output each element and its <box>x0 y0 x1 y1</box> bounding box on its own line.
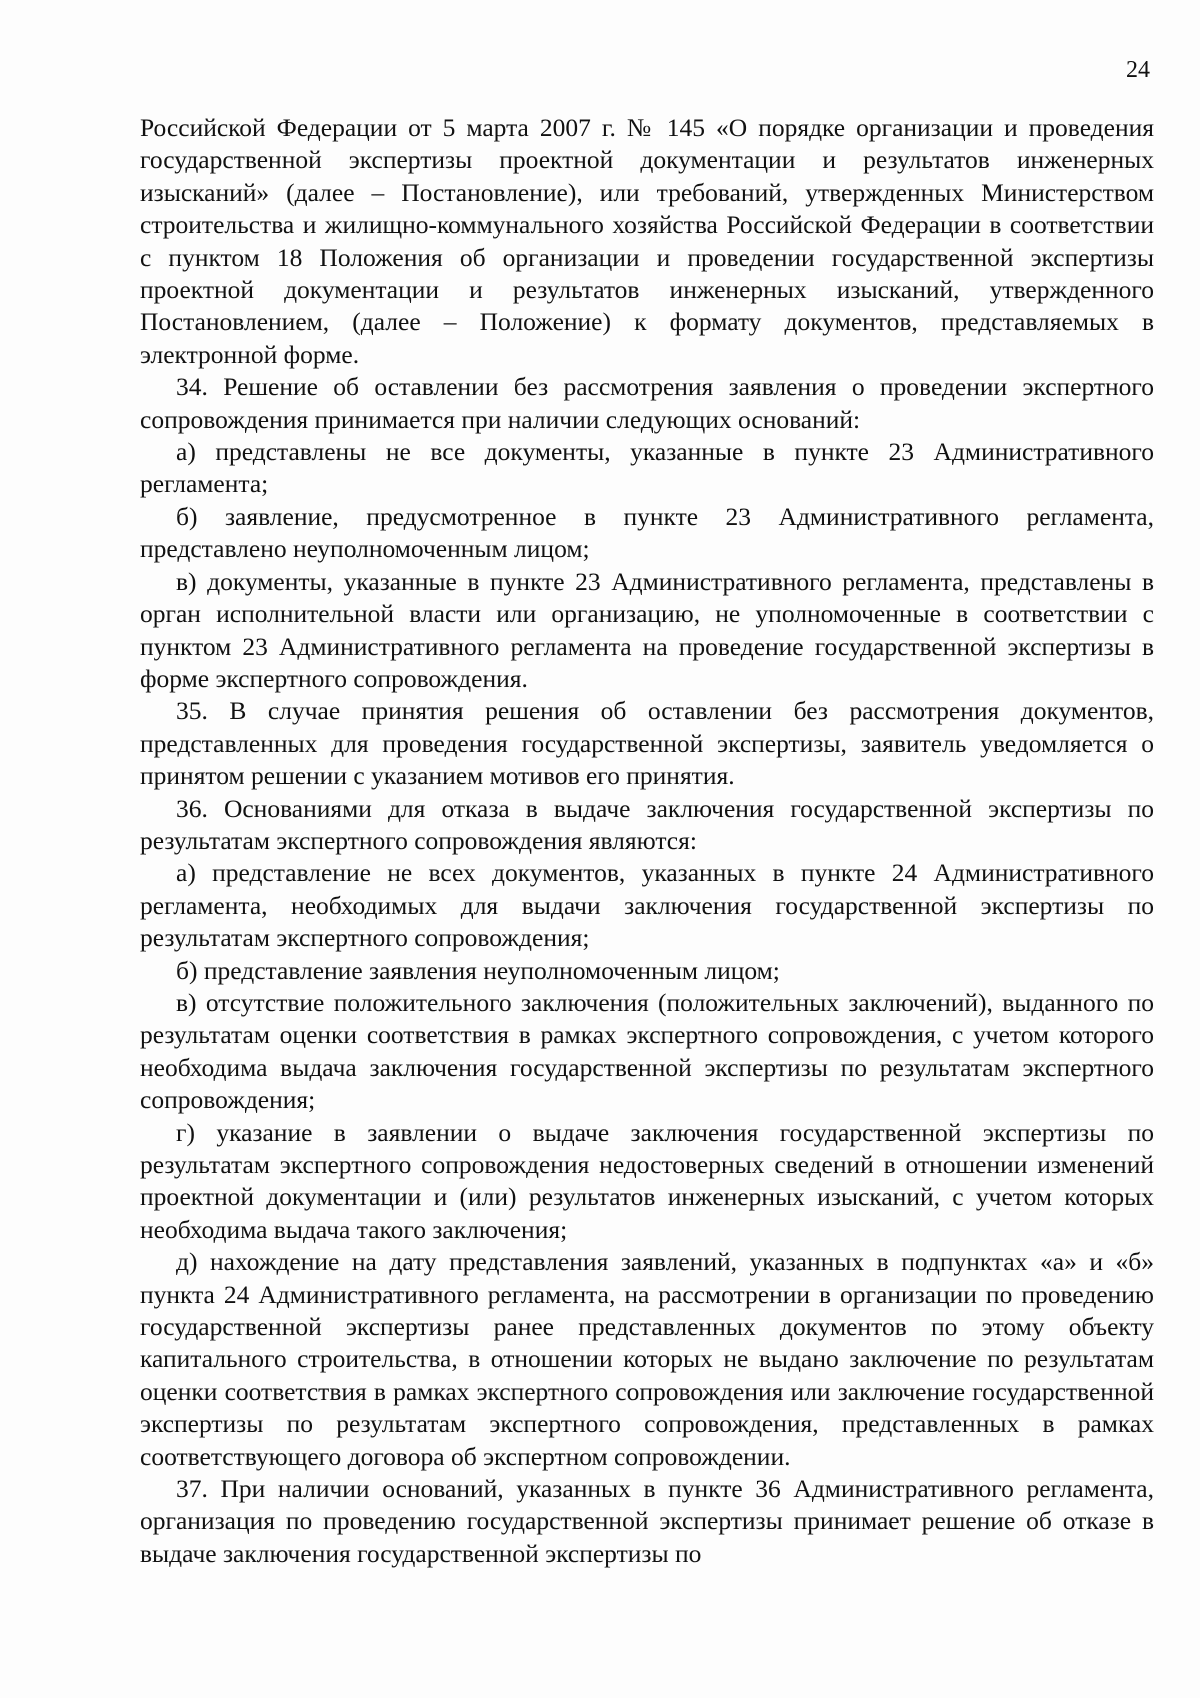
paragraph-36-g: г) указание в заявлении о выдаче заключения государственной экспертизы по результатам экспертного сопровождения недостоверных сведений в отношении изменений проектной документации и (или) результатов инженерных изысканий, с учетом которых необходима выдача такого заключения; <box>140 1117 1154 1244</box>
paragraph-36-d: д) нахождение на дату представления заявлений, указанных в подпунктах «а» и «б» пункта 24 Административного регламента, на рассмотрении в организации по проведению государственной экспертизы ранее представленных документов по этому объекту капитального строительства, в отношении которых не выдано заключение по результатам оценки соответствия в рамках экспертного сопровождения или заключение государственной экспертизы по результатам экспертного сопровождения, представленных в рамках соответствующего договора об экспертном сопровождении. <box>140 1247 1154 1471</box>
paragraph-37: 37. При наличии оснований, указанных в пункте 36 Административного регламента, организация по проведению государственной экспертизы принимает решение об отказе в выдаче заключения государственной экспертизы по <box>140 1474 1154 1568</box>
paragraph-36-b: б) представление заявления неуполномоченным лицом; <box>176 955 780 985</box>
paragraph-36: 36. Основаниями для отказа в выдаче заключения государственной экспертизы по результатам экспертного сопровождения являются: <box>140 793 1154 855</box>
page-number: 24 <box>1126 57 1150 83</box>
paragraph-continuation: Российской Федерации от 5 марта 2007 г. № 145 «О порядке организации и проведения государственной экспертизы проектной документации и результатов инженерных изысканий» (далее – Постановление), или требований, утвержденных Министерством строительства и жилищно-коммунального хозяйства Российской Федерации в соответствии с пунктом 18 Положения об организации и проведении государственной экспертизы проектной документации и результатов инженерных изысканий, утвержденного Постановлением, (далее – Положение) к формату документов, представляемых в электронной форме. <box>140 113 1154 369</box>
paragraph-35: 35. В случае принятия решения об оставлении без рассмотрения документов, представленных для проведения государственной экспертизы, заявитель уведомляется о принятом решении с указанием мотивов его принятия. <box>140 696 1154 791</box>
paragraph-34-v: в) документы, указанные в пункте 23 Административного регламента, представлены в орган исполнительной власти или организацию, не уполномоченные в соответствии с пунктом 23 Административного регламента на проведение государственной экспертизы в форме экспертного сопровождения. <box>140 566 1154 693</box>
paragraph-34-b: б) заявление, предусмотренное в пункте 23 Административного регламента, представлено неуполномоченным лицом; <box>140 501 1154 564</box>
paragraph-36-v: в) отсутствие положительного заключения (положительных заключений), выданного по результатам оценки соответствия в рамках экспертного сопровождения, с учетом которого необходима выдача заключения государственной экспертизы по результатам экспертного сопровождения; <box>140 987 1154 1115</box>
paragraph-36-a: а) представление не всех документов, указанных в пункте 24 Административного регламента, необходимых для выдачи заключения государственной экспертизы по результатам экспертного сопровождения; <box>140 858 1154 953</box>
paragraph-34: 34. Решение об оставлении без рассмотрения заявления о проведении экспертного сопровождения принимается при наличии следующих оснований: <box>140 372 1154 434</box>
document-body <box>140 112 1154 1570</box>
paragraph-34-a: а) представлены не все документы, указанные в пункте 23 Административного регламента; <box>140 437 1154 499</box>
